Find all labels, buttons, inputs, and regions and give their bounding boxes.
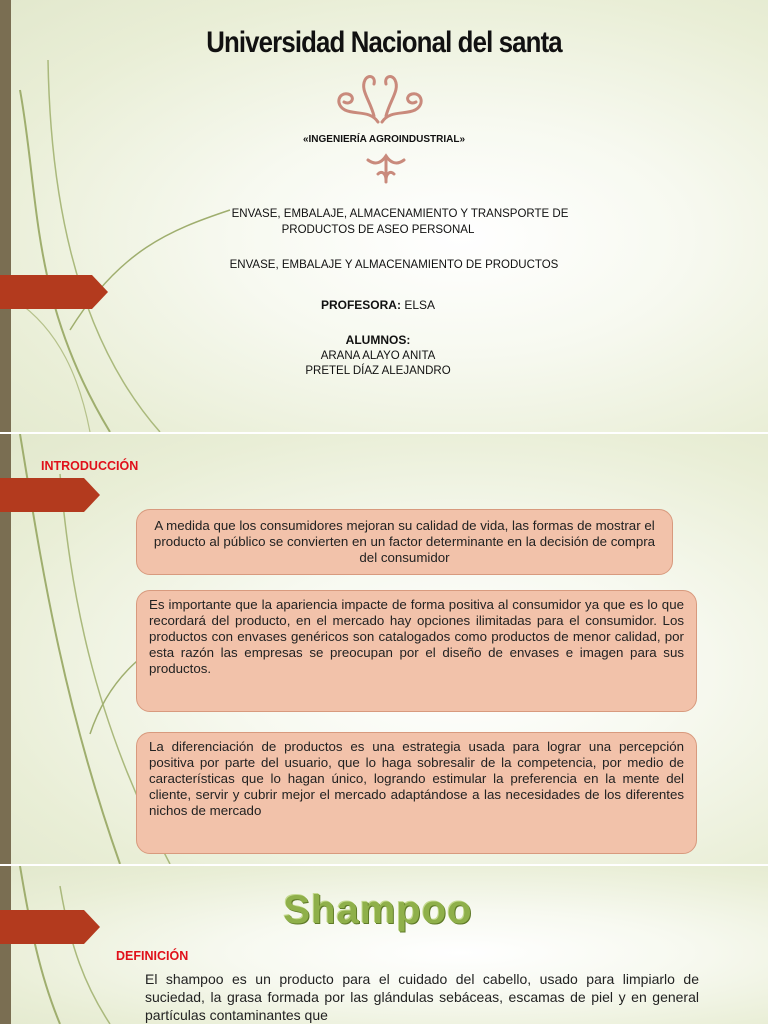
intro-box-1: A medida que los consumidores mejoran su calidad de vida, las formas de mostrar el producto al público se convierten en un factor determinante en la decisión de compra del consumidor: [136, 509, 673, 575]
teacher-label: PROFESORA:: [320, 298, 401, 312]
intro-box-3: La diferenciación de productos es una estrategia usada para lograr una percepción positiva por parte del usuario, que lo haga sobresalir de la competencia, por medio de características que lo hagan único, logrando estimular la preferencia en la mente del cliente, servir y cubrir mejor el mercado adaptándose a las necesidades de los diferentes nichos de mercado: [136, 732, 697, 854]
university-title: Universidad Nacional del santa: [206, 26, 562, 59]
shampoo-slide: [0, 866, 768, 1024]
introduction-slide: [0, 434, 768, 864]
definition-text: El shampoo es un producto para el cuidado del cabello, usado para limpiarlo de suciedad, la grasa formada por las glándulas sebáceas, escamas de piel y en general partículas contaminantes que: [145, 971, 699, 1023]
shampoo-title: Shampoo: [283, 888, 473, 932]
students-label: ALUMNOS:: [345, 333, 411, 347]
student-name: ARANA ALAYO ANITA: [320, 350, 436, 362]
course-name: ENVASE, EMBALAJE Y ALMACENAMIENTO DE PRODUCTOS: [229, 259, 559, 271]
title-slide: [0, 0, 768, 432]
teacher-name: ELSA: [404, 298, 436, 312]
career-label: «INGENIERÍA AGROINDUSTRIAL»: [302, 134, 466, 145]
introduction-heading: INTRODUCCIÓN: [41, 459, 139, 473]
teacher-line: [0, 298, 756, 312]
definition-heading: DEFINICIÓN: [116, 949, 189, 963]
project-title-line1: ENVASE, EMBALAJE, ALMACENAMIENTO Y TRANSPORTE DE: [231, 208, 569, 220]
ornament-top-icon: [330, 70, 430, 130]
ornament-bottom-icon: [364, 152, 408, 188]
student-name: PRETEL DÍAZ ALEJANDRO: [305, 365, 451, 377]
arrow-marker: [0, 478, 100, 512]
project-title-line2: PRODUCTOS DE ASEO PERSONAL: [281, 224, 475, 236]
intro-box-2: Es importante que la apariencia impacte de forma positiva al consumidor ya que es lo que recordará del producto, en el mercado hay opciones ilimitadas para el consumidor. Los productos con envases genéricos son catalogados como productos de menor calidad, por esta razón las empresas se preocupan por el diseño de envases e imagen para sus productos.: [136, 590, 697, 712]
